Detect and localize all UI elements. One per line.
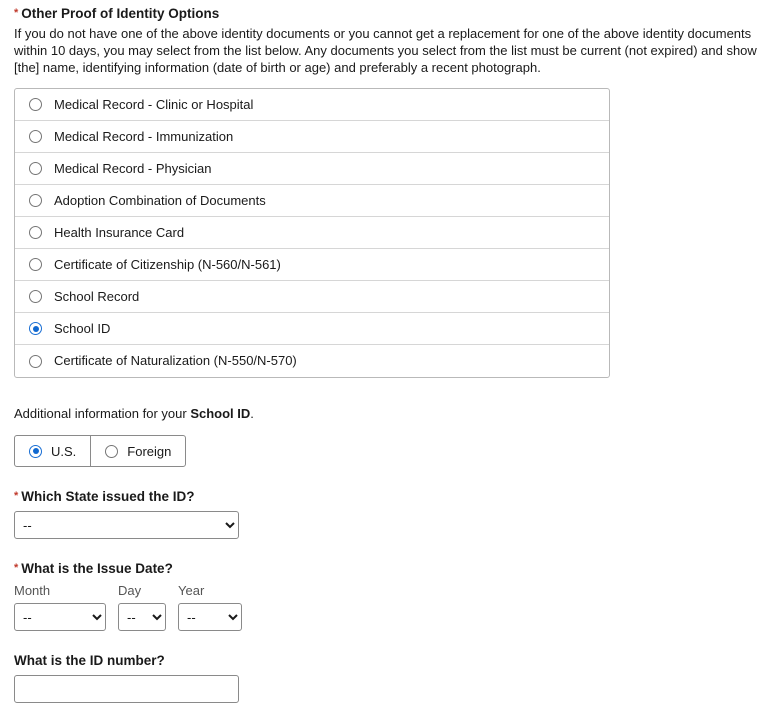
issue-date-question-label: [14, 561, 766, 577]
month-field: [14, 583, 106, 631]
additional-info-document: School ID: [190, 406, 251, 421]
option-row[interactable]: [15, 249, 609, 281]
identity-options-list: [14, 88, 610, 378]
option-row[interactable]: [15, 153, 609, 185]
radio-icon[interactable]: [29, 258, 42, 271]
year-label: Year: [178, 583, 205, 598]
state-select[interactable]: [14, 511, 239, 539]
option-row[interactable]: [15, 121, 609, 153]
option-row[interactable]: [15, 89, 609, 121]
day-select[interactable]: [118, 603, 166, 631]
year-field: [178, 583, 242, 631]
additional-info-prefix: Additional information for your: [14, 406, 191, 421]
option-row[interactable]: [15, 345, 609, 377]
day-field: [118, 583, 166, 631]
month-label: Month: [14, 583, 51, 598]
year-select[interactable]: [178, 603, 242, 631]
option-label: Health Insurance Card: [54, 224, 185, 240]
required-marker: *: [14, 490, 19, 502]
radio-icon[interactable]: [29, 226, 42, 239]
option-label: Medical Record - Physician: [54, 160, 212, 176]
additional-info-text: [14, 406, 766, 421]
radio-icon[interactable]: [29, 130, 42, 143]
toggle-foreign[interactable]: [90, 436, 185, 466]
option-label: Certificate of Citizenship (N-560/N-561): [54, 256, 281, 272]
page-title-text: Other Proof of Identity Options: [21, 6, 220, 21]
required-marker: *: [14, 7, 19, 19]
option-row[interactable]: [15, 185, 609, 217]
id-number-input[interactable]: [14, 675, 239, 703]
toggle-us[interactable]: [15, 436, 90, 466]
issue-date-question-text: What is the Issue Date?: [21, 561, 173, 576]
toggle-us-label: U.S.: [51, 443, 77, 459]
radio-icon[interactable]: [29, 194, 42, 207]
toggle-foreign-label: Foreign: [127, 443, 172, 459]
radio-icon[interactable]: [29, 322, 42, 335]
option-row-selected[interactable]: [15, 313, 609, 345]
required-marker: *: [14, 562, 19, 574]
state-question-text: Which State issued the ID?: [21, 489, 195, 504]
option-label: Medical Record - Immunization: [54, 128, 234, 144]
origin-toggle-group: [14, 435, 186, 467]
option-label: Medical Record - Clinic or Hospital: [54, 96, 254, 112]
month-select[interactable]: [14, 603, 106, 631]
intro-text: If you do not have one of the above identity documents or you cannot get a replacement for one of the above identity documents within 10 days, you may select from the list below. Any documents you select from the list must be current (not expired) and show [the] name, identifying information (date of birth or age) and preferably a recent photograph.: [14, 26, 757, 75]
state-question-label: [14, 489, 766, 505]
page-title: [14, 6, 766, 22]
radio-icon[interactable]: [29, 290, 42, 303]
radio-icon[interactable]: [29, 162, 42, 175]
radio-icon[interactable]: [29, 445, 42, 458]
option-row[interactable]: [15, 281, 609, 313]
additional-info-suffix: .: [250, 406, 254, 421]
option-label: School Record: [54, 288, 140, 304]
issue-date-row: [14, 583, 766, 631]
radio-icon[interactable]: [105, 445, 118, 458]
option-label: School ID: [54, 320, 111, 336]
radio-icon[interactable]: [29, 355, 42, 368]
option-row[interactable]: [15, 217, 609, 249]
option-label: Certificate of Naturalization (N-550/N-570): [54, 353, 297, 368]
option-label: Adoption Combination of Documents: [54, 192, 266, 208]
radio-icon[interactable]: [29, 98, 42, 111]
day-label: Day: [118, 583, 142, 598]
id-number-question-label: What is the ID number?: [14, 653, 165, 668]
